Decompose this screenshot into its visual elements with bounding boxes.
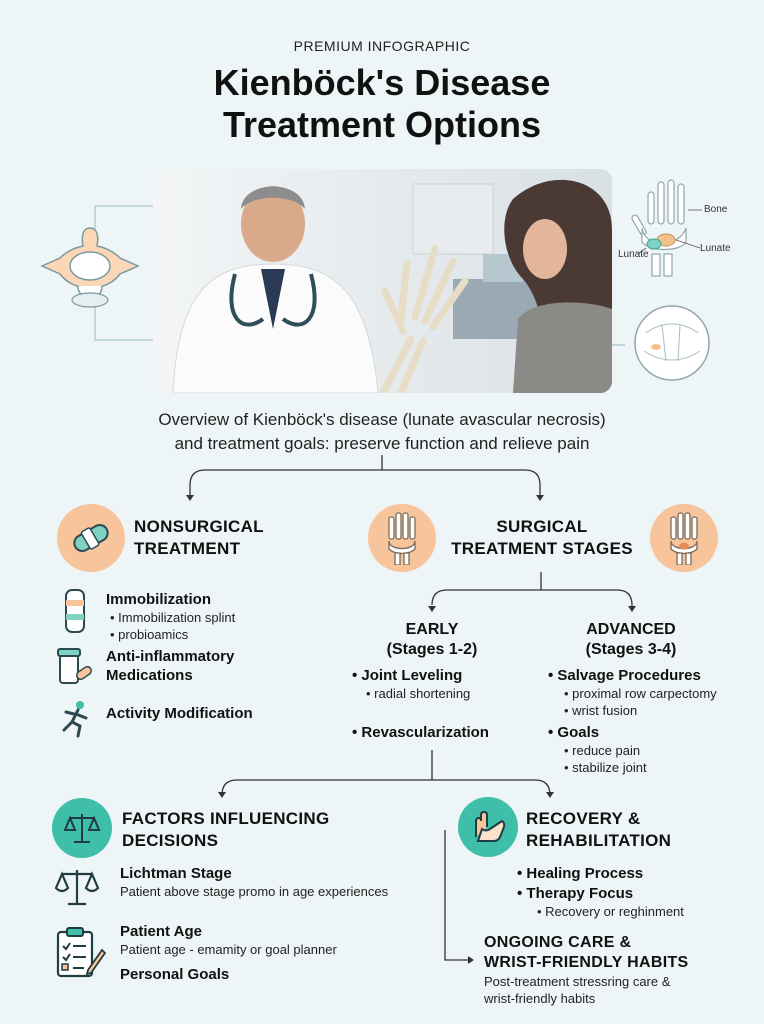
early-item-joint-leveling	[352, 666, 470, 702]
recovery-heading-line-2: REHABILITATION	[526, 831, 672, 850]
medications-title-line-1: Anti-inflammatory	[106, 648, 235, 665]
goals-bullet-1: • reduce pain	[564, 743, 641, 758]
patient-age-title: Patient Age	[120, 923, 202, 940]
label-lunate-left: Lunate	[618, 249, 649, 260]
nonsurgical-item-medications	[106, 647, 234, 685]
advanced-item-goals	[548, 723, 647, 776]
early-heading-line-2: (Stages 1-2)	[386, 641, 478, 658]
personal-goals-title: Personal Goals	[120, 966, 230, 983]
splint-icon	[57, 504, 125, 572]
factors-heading-line-2: DECISIONS	[122, 831, 219, 850]
factor-item-patient-age	[120, 922, 337, 958]
ongoing-heading-line-2: WRIST-FRIENDLY HABITS	[484, 954, 689, 971]
activity-modification-title: Activity Modification	[106, 705, 253, 722]
helping-hands-icon	[458, 797, 518, 857]
label-lunate-right: Lunate	[700, 243, 731, 254]
overview-line-2: and treatment goals: preserve function and relieve pain	[174, 434, 590, 453]
patient-age-desc: Patient age - emamity or goal planner	[120, 942, 337, 957]
nonsurgical-heading-line-1: NONSURGICAL	[134, 517, 264, 536]
immobilization-bullet-1: • Immobilization splint	[110, 610, 236, 625]
healing-process-title: • Healing Process	[517, 865, 644, 882]
lichtman-title: Lichtman Stage	[120, 865, 232, 882]
recovery-heading	[526, 808, 671, 852]
recovery-item-therapy	[517, 884, 684, 920]
goals-title: • Goals	[548, 724, 600, 741]
surgical-heading-line-1: SURGICAL	[496, 517, 588, 536]
advanced-item-salvage	[548, 666, 717, 719]
early-heading-line-1: EARLY	[405, 621, 459, 638]
salvage-bullet-1: • proximal row carpectomy	[564, 686, 717, 701]
running-person-icon	[58, 700, 92, 738]
medications-title-line-2: Medications	[106, 667, 193, 684]
scales-outline-icon	[54, 866, 100, 908]
medication-icon	[56, 647, 94, 687]
advanced-heading-line-1: ADVANCED	[586, 621, 676, 638]
ongoing-desc-line-1: Post-treatment stressring care &	[484, 974, 671, 989]
overview-line-1: Overview of Kienböck's disease (lunate avascular necrosis)	[158, 410, 606, 429]
overview-text	[92, 408, 672, 456]
page-title	[0, 62, 764, 146]
label-bone: Bone	[704, 204, 728, 215]
wrist-cross-section-icon	[632, 303, 712, 383]
eyebrow-label: PREMIUM INFOGRAPHIC	[293, 38, 471, 54]
title-line-1: Kienböck's Disease	[213, 62, 551, 103]
clipboard-checklist-icon	[54, 926, 106, 980]
joint-leveling-bullet-1: • radial shortening	[366, 686, 471, 701]
hand-bone-diagram	[628, 178, 748, 278]
hand-bones-icon-right	[650, 504, 718, 572]
ongoing-care-desc	[484, 973, 670, 1007]
brace-icon	[62, 588, 88, 634]
nonsurgical-heading	[134, 516, 264, 560]
early-stage-heading	[372, 620, 492, 660]
factors-heading	[122, 808, 330, 852]
immobilization-title: Immobilization	[106, 591, 211, 608]
salvage-bullet-2: • wrist fusion	[564, 703, 638, 718]
factors-heading-line-1: FACTORS INFLUENCING	[122, 809, 330, 828]
ongoing-desc-line-2: wrist-friendly habits	[484, 991, 596, 1006]
nonsurgical-item-immobilization	[106, 590, 235, 643]
vertebra-illustration	[38, 222, 142, 314]
ongoing-heading-line-1: ONGOING CARE &	[484, 934, 632, 951]
salvage-title: • Salvage Procedures	[548, 667, 701, 684]
hero-image	[153, 169, 612, 393]
ongoing-care-heading	[484, 933, 689, 973]
advanced-heading-line-2: (Stages 3-4)	[585, 641, 677, 658]
lichtman-desc: Patient above stage promo in age experiences	[120, 884, 389, 899]
nonsurgical-heading-line-2: TREATMENT	[134, 539, 241, 558]
goals-bullet-2: • stabilize joint	[564, 760, 647, 775]
scales-icon	[52, 798, 112, 858]
joint-leveling-title: • Joint Leveling	[352, 667, 463, 684]
therapy-focus-title: • Therapy Focus	[517, 885, 634, 902]
hand-bones-icon-left	[368, 504, 436, 572]
surgical-heading	[440, 516, 644, 560]
revascularization-title: • Revascularization	[352, 724, 489, 741]
recovery-heading-line-1: RECOVERY &	[526, 809, 641, 828]
title-line-2: Treatment Options	[222, 104, 542, 145]
factor-item-lichtman	[120, 864, 388, 900]
therapy-focus-bullet-1: • Recovery or reghinment	[537, 904, 684, 919]
advanced-stage-heading	[566, 620, 696, 660]
immobilization-bullet-2: • probioamics	[110, 627, 189, 642]
surgical-heading-line-2: TREATMENT STAGES	[451, 539, 633, 558]
